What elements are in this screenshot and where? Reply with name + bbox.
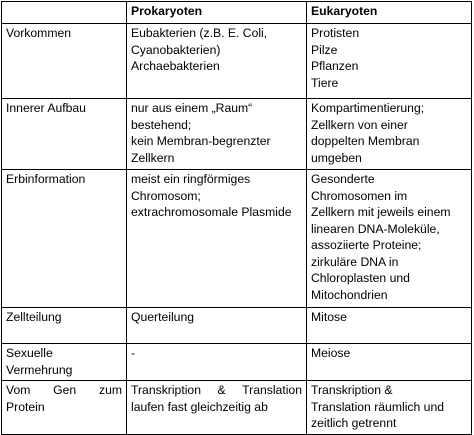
prokaryoten-cell — [127, 170, 307, 308]
header-eukaryoten: Eukaryoten — [307, 2, 472, 24]
prokaryote-eukaryote-comparison-table — [1, 1, 472, 435]
eukaryoten-cell — [307, 381, 472, 435]
row-label-line: Innerer Aufbau — [6, 101, 86, 115]
table-row-innerer-aufbau — [2, 99, 472, 170]
eukaryoten-line: Meiose — [311, 346, 351, 360]
table-row-erbinformation — [2, 170, 472, 308]
eukaryoten-line: zeitlich getrennt — [311, 416, 397, 430]
eukaryoten-line: Translation räumlich und — [311, 399, 444, 414]
row-label-cell — [2, 99, 127, 170]
row-label-line: Protein — [6, 399, 45, 414]
eukaryoten-line: umgeben — [311, 150, 362, 165]
prokaryoten-word: & — [217, 383, 226, 397]
eukaryoten-line: Protisten — [311, 26, 360, 40]
eukaryoten-line: Zellkern mit jeweils einem — [311, 205, 451, 219]
prokaryoten-line: Eubakterien (z.B. E. Coli, — [131, 26, 268, 40]
eukaryoten-line: Gesonderte — [311, 172, 375, 186]
eukaryoten-cell — [307, 170, 472, 308]
eukaryoten-line: Chloroplasten und — [311, 271, 410, 285]
eukaryoten-line: Transkription & — [311, 383, 393, 397]
eukaryoten-line: assoziierte Proteine; — [311, 238, 422, 252]
row-label-line: Vorkommen — [6, 26, 72, 40]
eukaryoten-line: Tiere — [311, 75, 339, 90]
table-header-row — [2, 2, 472, 24]
prokaryoten-line: Cyanobakterien) — [131, 42, 221, 57]
row-label-line: Zellteilung — [6, 310, 62, 324]
row-label-cell — [2, 24, 127, 99]
prokaryoten-line: kein Membran-begrenzter — [131, 134, 271, 148]
prokaryoten-justified-line — [131, 382, 302, 399]
prokaryoten-line: Chromosom; — [131, 188, 201, 203]
prokaryoten-cell — [127, 99, 307, 170]
row-label-word: Vom — [6, 383, 31, 397]
table-row-vorkommen — [2, 24, 472, 99]
eukaryoten-line: Mitochondrien — [311, 287, 388, 302]
prokaryoten-line: Zellkern — [131, 150, 175, 165]
eukaryoten-line: doppelten Membran — [311, 134, 420, 148]
row-label-cell — [2, 344, 127, 381]
row-label-cell — [2, 308, 127, 344]
prokaryoten-line: Querteilung — [131, 310, 195, 324]
eukaryoten-line: linearen DNA-Moleküle, — [311, 221, 440, 236]
eukaryoten-cell — [307, 308, 472, 344]
prokaryoten-line: extrachromosomale Plasmide — [131, 205, 292, 219]
eukaryoten-line: Pflanzen — [311, 59, 359, 73]
prokaryoten-cell — [127, 344, 307, 381]
row-label-justified-line — [6, 382, 122, 399]
eukaryoten-line: Zellkern von einer — [311, 117, 408, 132]
table-row-zellteilung — [2, 308, 472, 344]
table-row-sexuelle-vermehrung — [2, 344, 472, 381]
eukaryoten-cell — [307, 344, 472, 381]
row-label-word: zum — [98, 383, 122, 397]
eukaryoten-line: Kompartimentierung; — [311, 101, 425, 115]
row-label-cell — [2, 170, 127, 308]
eukaryoten-line: Chromosomen im — [311, 188, 408, 203]
eukaryoten-cell — [307, 24, 472, 99]
prokaryoten-line: - — [131, 346, 136, 360]
prokaryoten-line: nur aus einem „Raum“ — [131, 101, 253, 115]
prokaryoten-word: Translation — [242, 383, 302, 397]
row-label-line: Erbinformation — [6, 172, 86, 186]
eukaryoten-line: Mitose — [311, 310, 347, 324]
eukaryoten-line: zirkuläre DNA in — [311, 254, 399, 269]
prokaryoten-line: laufen fast gleichzeitig ab — [131, 399, 268, 414]
row-label-word: Gen — [53, 383, 77, 397]
header-empty-cell — [2, 2, 127, 24]
prokaryoten-line: bestehend; — [131, 117, 192, 132]
table-row-vom-gen-zum-protein — [2, 381, 472, 435]
table-body — [2, 24, 472, 435]
prokaryoten-cell — [127, 381, 307, 435]
prokaryoten-cell — [127, 308, 307, 344]
prokaryoten-line: meist ein ringförmiges — [131, 172, 251, 186]
row-label-line: Vermehrung — [6, 362, 73, 377]
prokaryoten-word: Transkription — [131, 383, 201, 397]
eukaryoten-line: Pilze — [311, 42, 338, 57]
eukaryoten-cell — [307, 99, 472, 170]
row-label-cell — [2, 381, 127, 435]
prokaryoten-cell — [127, 24, 307, 99]
comparison-table-container — [1, 1, 472, 435]
row-label-line: Sexuelle — [6, 346, 53, 360]
header-prokaryoten: Prokaryoten — [127, 2, 307, 24]
prokaryoten-line: Archaebakterien — [131, 59, 220, 73]
